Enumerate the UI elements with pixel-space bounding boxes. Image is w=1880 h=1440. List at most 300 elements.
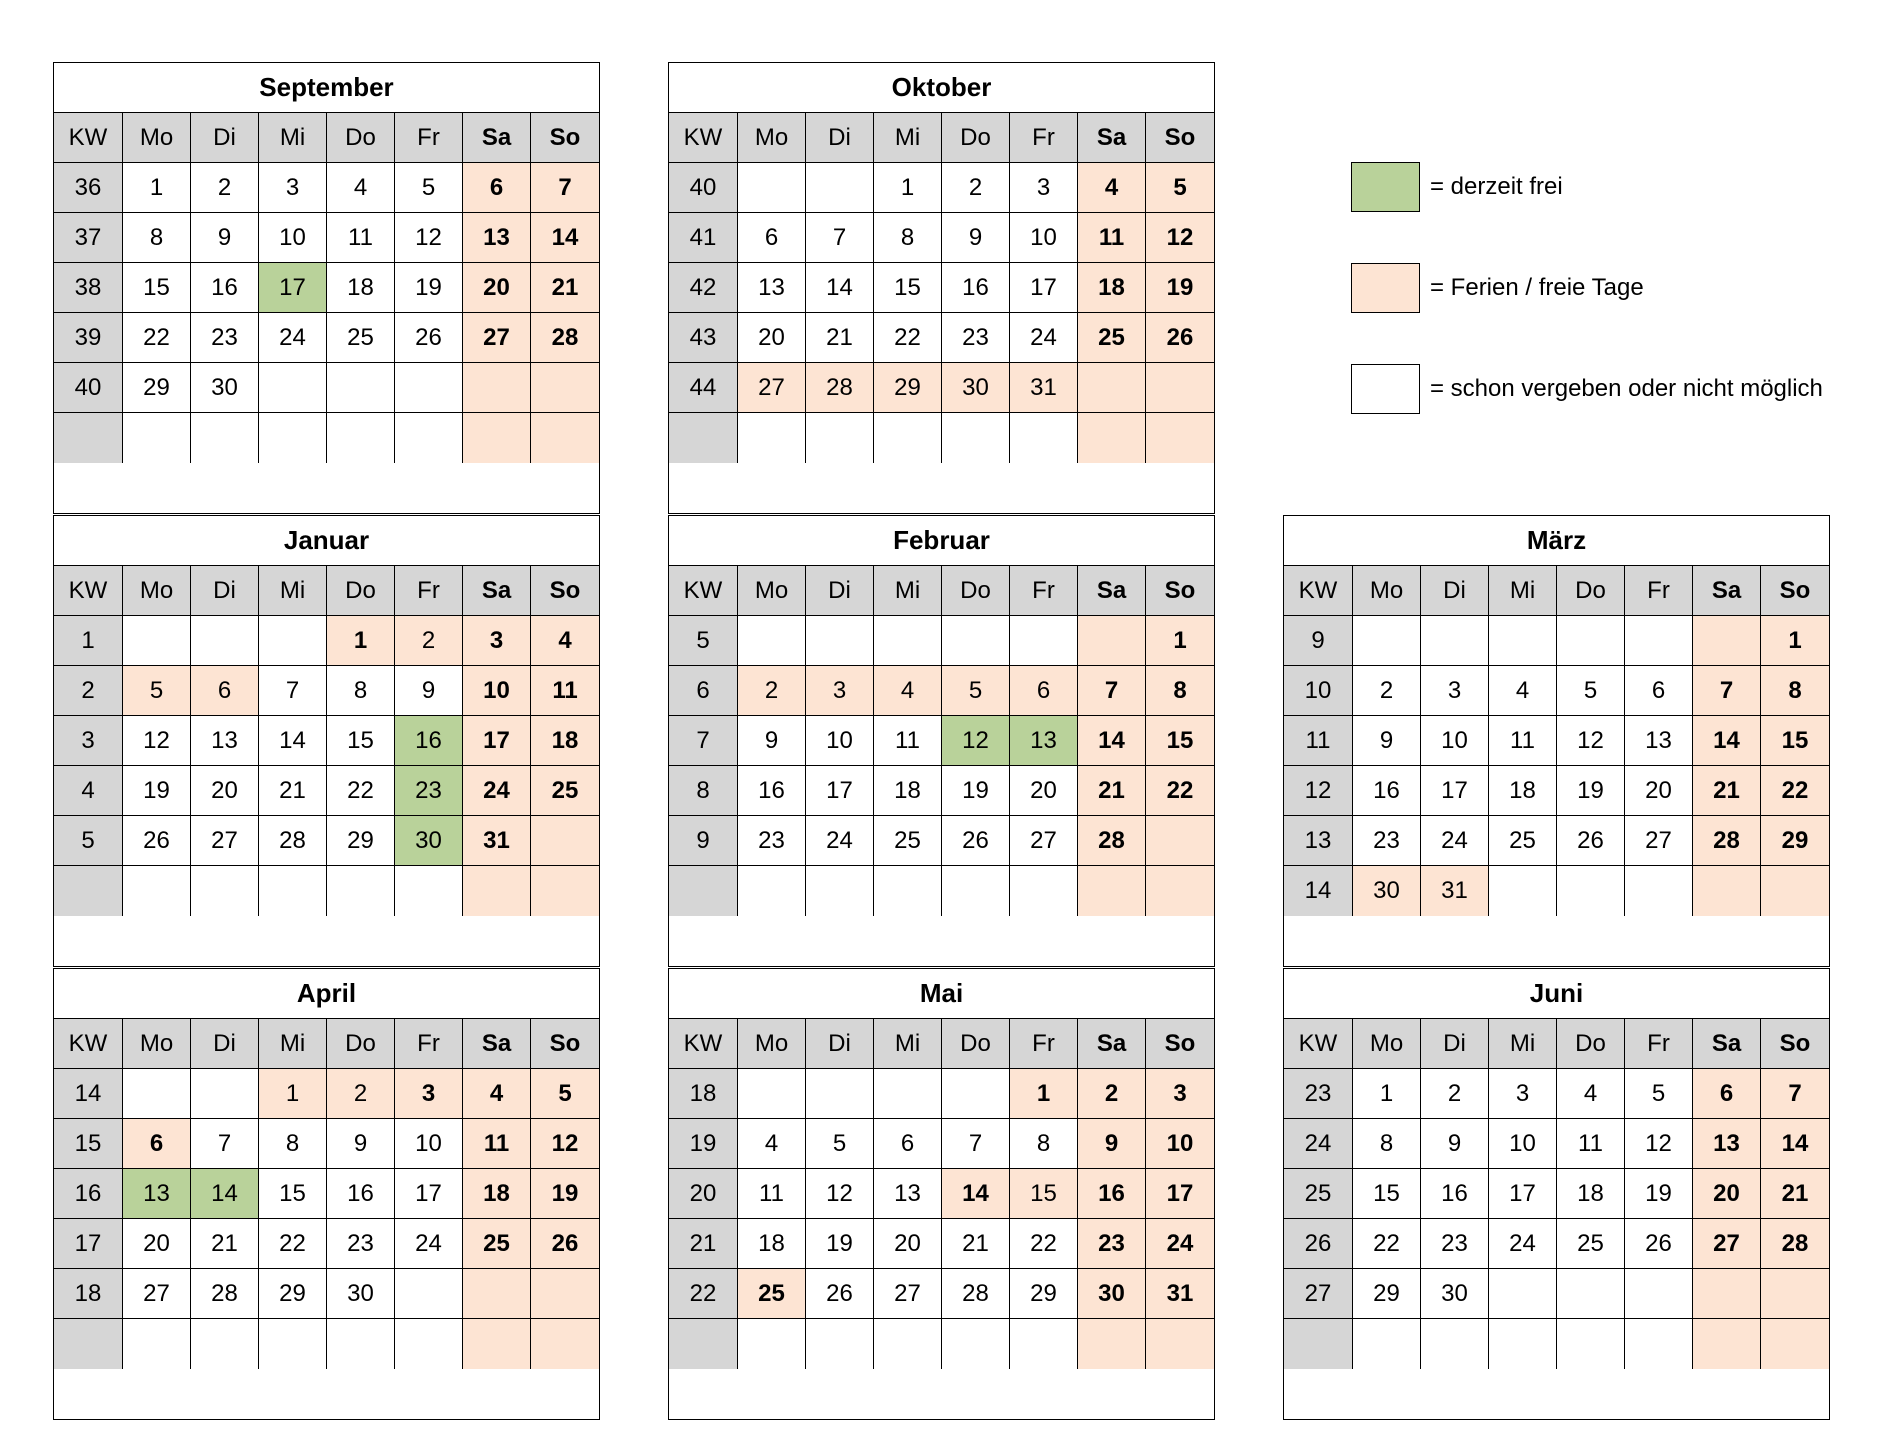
weekday-header: Di — [806, 1019, 874, 1069]
weekday-header: Mo — [123, 113, 191, 163]
day-cell: 18 — [738, 1219, 806, 1269]
day-cell — [806, 1319, 874, 1369]
month-title: Mai — [669, 969, 1214, 1019]
day-cell — [1146, 1319, 1214, 1369]
day-cell: 7 — [1761, 1069, 1829, 1119]
day-cell: 4 — [1489, 666, 1557, 716]
day-cell: 27 — [738, 363, 806, 413]
week-number: 10 — [1284, 666, 1353, 716]
day-cell: 14 — [259, 716, 327, 766]
day-cell: 18 — [1557, 1169, 1625, 1219]
weekday-header: Fr — [1010, 113, 1078, 163]
weekday-header: Fr — [1625, 1019, 1693, 1069]
day-cell: 26 — [123, 816, 191, 866]
legend-swatch-taken — [1351, 364, 1420, 414]
weekday-header: Di — [191, 113, 259, 163]
week-number: 14 — [54, 1069, 123, 1119]
day-cell: 4 — [531, 616, 599, 666]
day-cell: 27 — [123, 1269, 191, 1319]
week-number: 27 — [1284, 1269, 1353, 1319]
day-cell: 3 — [806, 666, 874, 716]
day-cell — [1489, 866, 1557, 916]
day-cell: 30 — [395, 816, 463, 866]
weekday-header: Di — [191, 1019, 259, 1069]
day-cell — [942, 413, 1010, 463]
month-title: April — [54, 969, 599, 1019]
day-cell: 10 — [1146, 1119, 1214, 1169]
day-cell: 10 — [806, 716, 874, 766]
day-cell — [123, 413, 191, 463]
day-cell: 3 — [1010, 163, 1078, 213]
day-cell — [1625, 616, 1693, 666]
day-cell — [806, 413, 874, 463]
day-cell: 28 — [531, 313, 599, 363]
day-cell — [738, 163, 806, 213]
day-cell: 15 — [1010, 1169, 1078, 1219]
weekday-header: Mi — [874, 113, 942, 163]
day-cell: 10 — [259, 213, 327, 263]
day-cell: 10 — [1010, 213, 1078, 263]
week-number: 41 — [669, 213, 738, 263]
week-number: 43 — [669, 313, 738, 363]
week-number: 44 — [669, 363, 738, 413]
day-cell: 17 — [463, 716, 531, 766]
weekday-header: Fr — [1625, 566, 1693, 616]
day-cell: 17 — [1010, 263, 1078, 313]
day-cell: 31 — [1146, 1269, 1214, 1319]
day-cell — [191, 866, 259, 916]
day-cell — [806, 163, 874, 213]
day-cell: 7 — [531, 163, 599, 213]
month-mai — [668, 968, 1215, 1420]
day-cell: 14 — [942, 1169, 1010, 1219]
day-cell — [531, 816, 599, 866]
day-cell: 21 — [1761, 1169, 1829, 1219]
day-cell: 1 — [1146, 616, 1214, 666]
weekday-header: KW — [669, 1019, 738, 1069]
weekday-header: Do — [327, 113, 395, 163]
day-cell: 21 — [259, 766, 327, 816]
week-number: 18 — [54, 1269, 123, 1319]
weekday-header: KW — [1284, 1019, 1353, 1069]
weekday-header: Di — [1421, 566, 1489, 616]
day-cell — [738, 1319, 806, 1369]
weekday-header: Do — [942, 1019, 1010, 1069]
day-cell: 14 — [1693, 716, 1761, 766]
day-cell: 22 — [327, 766, 395, 816]
day-cell — [1010, 1319, 1078, 1369]
day-cell: 9 — [738, 716, 806, 766]
day-cell: 16 — [1078, 1169, 1146, 1219]
day-cell: 12 — [806, 1169, 874, 1219]
day-cell: 27 — [463, 313, 531, 363]
day-cell — [1693, 1269, 1761, 1319]
day-cell: 22 — [259, 1219, 327, 1269]
legend-label-taken: = schon vergeben oder nicht möglich — [1430, 375, 1823, 402]
day-cell — [123, 866, 191, 916]
week-number: 19 — [669, 1119, 738, 1169]
day-cell: 7 — [259, 666, 327, 716]
weekday-header: So — [531, 113, 599, 163]
weekday-header: Mo — [738, 113, 806, 163]
week-number: 18 — [669, 1069, 738, 1119]
day-cell: 9 — [942, 213, 1010, 263]
day-cell — [1146, 363, 1214, 413]
day-cell: 2 — [1353, 666, 1421, 716]
weekday-header: So — [1146, 1019, 1214, 1069]
day-cell: 29 — [874, 363, 942, 413]
day-cell: 30 — [1353, 866, 1421, 916]
weekday-header: Mo — [738, 1019, 806, 1069]
day-cell: 15 — [123, 263, 191, 313]
legend-item-holiday — [1351, 263, 1644, 313]
day-cell: 6 — [1010, 666, 1078, 716]
day-cell: 29 — [1353, 1269, 1421, 1319]
day-cell: 30 — [942, 363, 1010, 413]
day-cell: 9 — [1353, 716, 1421, 766]
day-cell: 15 — [874, 263, 942, 313]
legend-swatch-holiday — [1351, 263, 1420, 313]
day-cell: 19 — [531, 1169, 599, 1219]
day-cell: 8 — [1146, 666, 1214, 716]
weekday-header: Mo — [1353, 1019, 1421, 1069]
day-cell: 3 — [259, 163, 327, 213]
weekday-header: Do — [327, 1019, 395, 1069]
week-number: 23 — [1284, 1069, 1353, 1119]
day-cell — [531, 363, 599, 413]
week-number — [669, 413, 738, 463]
day-cell: 29 — [1010, 1269, 1078, 1319]
weekday-header: Fr — [395, 1019, 463, 1069]
day-cell: 22 — [874, 313, 942, 363]
day-cell — [327, 1319, 395, 1369]
week-number: 26 — [1284, 1219, 1353, 1269]
day-cell — [874, 1319, 942, 1369]
day-cell: 1 — [1010, 1069, 1078, 1119]
day-cell: 6 — [874, 1119, 942, 1169]
day-cell: 15 — [1146, 716, 1214, 766]
day-cell: 4 — [1078, 163, 1146, 213]
day-cell: 5 — [1625, 1069, 1693, 1119]
day-cell: 13 — [1625, 716, 1693, 766]
weekday-header: Do — [1557, 566, 1625, 616]
day-cell — [463, 866, 531, 916]
day-cell: 11 — [874, 716, 942, 766]
day-cell: 18 — [1078, 263, 1146, 313]
day-cell — [1761, 1269, 1829, 1319]
day-cell: 17 — [395, 1169, 463, 1219]
weekday-header: Sa — [1693, 566, 1761, 616]
day-cell — [1693, 866, 1761, 916]
week-number: 9 — [669, 816, 738, 866]
day-cell: 28 — [1693, 816, 1761, 866]
day-cell — [259, 413, 327, 463]
day-cell: 17 — [259, 263, 327, 313]
day-cell: 27 — [1625, 816, 1693, 866]
day-cell: 26 — [395, 313, 463, 363]
day-cell — [942, 1319, 1010, 1369]
weekday-header: KW — [669, 566, 738, 616]
weekday-header: So — [1146, 113, 1214, 163]
day-cell: 7 — [1693, 666, 1761, 716]
day-cell: 12 — [1146, 213, 1214, 263]
day-cell: 22 — [1761, 766, 1829, 816]
legend-item-taken — [1351, 364, 1823, 414]
day-cell: 11 — [327, 213, 395, 263]
day-cell: 18 — [531, 716, 599, 766]
day-cell: 2 — [1421, 1069, 1489, 1119]
day-cell — [1078, 413, 1146, 463]
day-cell: 14 — [1078, 716, 1146, 766]
day-cell: 10 — [463, 666, 531, 716]
day-cell: 26 — [942, 816, 1010, 866]
day-cell: 28 — [259, 816, 327, 866]
day-cell: 16 — [1421, 1169, 1489, 1219]
month-title: Januar — [54, 516, 599, 566]
month-title: Februar — [669, 516, 1214, 566]
day-cell: 27 — [1010, 816, 1078, 866]
day-cell: 12 — [395, 213, 463, 263]
day-cell: 20 — [874, 1219, 942, 1269]
day-cell — [1557, 616, 1625, 666]
day-cell: 21 — [806, 313, 874, 363]
day-cell: 22 — [1010, 1219, 1078, 1269]
week-number: 15 — [54, 1119, 123, 1169]
day-cell — [806, 866, 874, 916]
day-cell: 1 — [259, 1069, 327, 1119]
weekday-header: Do — [942, 113, 1010, 163]
day-cell: 24 — [1010, 313, 1078, 363]
day-cell: 20 — [1693, 1169, 1761, 1219]
day-cell: 24 — [806, 816, 874, 866]
week-number: 8 — [669, 766, 738, 816]
week-number: 21 — [669, 1219, 738, 1269]
weekday-header: Fr — [395, 566, 463, 616]
day-cell: 13 — [738, 263, 806, 313]
weekday-header: Fr — [395, 113, 463, 163]
day-cell — [1761, 1319, 1829, 1369]
day-cell: 25 — [327, 313, 395, 363]
day-cell: 31 — [1421, 866, 1489, 916]
month-juni — [1283, 968, 1830, 1420]
weekday-header: Mi — [1489, 566, 1557, 616]
day-cell: 17 — [806, 766, 874, 816]
day-cell: 8 — [1353, 1119, 1421, 1169]
day-cell: 29 — [1761, 816, 1829, 866]
day-cell: 9 — [1421, 1119, 1489, 1169]
week-number: 37 — [54, 213, 123, 263]
day-cell: 29 — [123, 363, 191, 413]
day-cell: 23 — [395, 766, 463, 816]
day-cell — [463, 1269, 531, 1319]
day-cell: 4 — [1557, 1069, 1625, 1119]
day-cell: 28 — [806, 363, 874, 413]
day-cell: 23 — [738, 816, 806, 866]
day-cell: 5 — [531, 1069, 599, 1119]
day-cell — [738, 1069, 806, 1119]
day-cell: 16 — [1353, 766, 1421, 816]
day-cell — [1078, 866, 1146, 916]
day-cell: 14 — [1761, 1119, 1829, 1169]
day-cell: 27 — [874, 1269, 942, 1319]
day-cell — [1010, 413, 1078, 463]
day-cell: 16 — [738, 766, 806, 816]
day-cell: 22 — [123, 313, 191, 363]
week-number: 1 — [54, 616, 123, 666]
day-cell — [531, 866, 599, 916]
day-cell: 23 — [1421, 1219, 1489, 1269]
day-cell — [1353, 1319, 1421, 1369]
day-cell — [191, 1069, 259, 1119]
day-cell — [1146, 413, 1214, 463]
day-cell: 19 — [942, 766, 1010, 816]
day-cell: 13 — [191, 716, 259, 766]
day-cell: 28 — [1078, 816, 1146, 866]
day-cell: 12 — [1557, 716, 1625, 766]
month-title: März — [1284, 516, 1829, 566]
day-cell — [463, 1319, 531, 1369]
week-number: 20 — [669, 1169, 738, 1219]
day-cell — [531, 1269, 599, 1319]
day-cell: 20 — [463, 263, 531, 313]
week-number: 22 — [669, 1269, 738, 1319]
weekday-header: KW — [54, 566, 123, 616]
day-cell: 11 — [463, 1119, 531, 1169]
weekday-header: Mi — [874, 566, 942, 616]
day-cell: 21 — [1078, 766, 1146, 816]
day-cell: 5 — [1146, 163, 1214, 213]
week-number: 4 — [54, 766, 123, 816]
day-cell — [191, 616, 259, 666]
month-september — [53, 62, 600, 514]
month-oktober — [668, 62, 1215, 514]
week-number: 40 — [54, 363, 123, 413]
weekday-header: Sa — [1078, 1019, 1146, 1069]
day-cell — [874, 413, 942, 463]
week-number: 17 — [54, 1219, 123, 1269]
day-cell: 16 — [395, 716, 463, 766]
day-cell — [1693, 616, 1761, 666]
day-cell: 19 — [123, 766, 191, 816]
weekday-header: Di — [806, 113, 874, 163]
week-number — [54, 866, 123, 916]
day-cell — [531, 1319, 599, 1369]
day-cell — [1010, 616, 1078, 666]
day-cell: 9 — [1078, 1119, 1146, 1169]
day-cell: 12 — [1625, 1119, 1693, 1169]
week-number: 38 — [54, 263, 123, 313]
day-cell: 7 — [191, 1119, 259, 1169]
day-cell: 21 — [531, 263, 599, 313]
day-cell — [1557, 1269, 1625, 1319]
day-cell: 13 — [1693, 1119, 1761, 1169]
day-cell — [806, 616, 874, 666]
day-cell: 16 — [327, 1169, 395, 1219]
day-cell: 14 — [806, 263, 874, 313]
day-cell: 24 — [395, 1219, 463, 1269]
day-cell — [1146, 866, 1214, 916]
day-cell: 5 — [942, 666, 1010, 716]
weekday-header: So — [531, 1019, 599, 1069]
weekday-header: Fr — [1010, 566, 1078, 616]
day-cell: 10 — [395, 1119, 463, 1169]
day-cell: 20 — [1010, 766, 1078, 816]
day-cell: 26 — [1625, 1219, 1693, 1269]
day-cell — [806, 1069, 874, 1119]
week-number: 40 — [669, 163, 738, 213]
day-cell — [942, 616, 1010, 666]
day-cell — [1557, 1319, 1625, 1369]
day-cell: 5 — [123, 666, 191, 716]
day-cell: 26 — [806, 1269, 874, 1319]
day-cell — [191, 1319, 259, 1369]
week-number: 7 — [669, 716, 738, 766]
month-april — [53, 968, 600, 1420]
weekday-header: Mo — [123, 1019, 191, 1069]
day-cell: 23 — [327, 1219, 395, 1269]
day-cell: 1 — [1761, 616, 1829, 666]
day-cell: 11 — [1489, 716, 1557, 766]
day-cell: 25 — [1078, 313, 1146, 363]
day-cell — [395, 413, 463, 463]
day-cell: 25 — [874, 816, 942, 866]
day-cell: 3 — [395, 1069, 463, 1119]
day-cell: 4 — [738, 1119, 806, 1169]
day-cell: 21 — [1693, 766, 1761, 816]
day-cell — [395, 1269, 463, 1319]
week-number: 2 — [54, 666, 123, 716]
week-number — [669, 866, 738, 916]
day-cell: 5 — [1557, 666, 1625, 716]
weekday-header: Fr — [1010, 1019, 1078, 1069]
day-cell: 9 — [191, 213, 259, 263]
day-cell: 18 — [327, 263, 395, 313]
week-number: 5 — [669, 616, 738, 666]
day-cell — [1078, 616, 1146, 666]
day-cell: 3 — [1146, 1069, 1214, 1119]
day-cell: 23 — [191, 313, 259, 363]
day-cell: 19 — [395, 263, 463, 313]
day-cell: 23 — [1078, 1219, 1146, 1269]
day-cell: 6 — [1693, 1069, 1761, 1119]
day-cell: 20 — [191, 766, 259, 816]
weekday-header: Sa — [1693, 1019, 1761, 1069]
day-cell: 1 — [327, 616, 395, 666]
week-number: 6 — [669, 666, 738, 716]
day-cell: 21 — [942, 1219, 1010, 1269]
day-cell: 16 — [942, 263, 1010, 313]
weekday-header: Di — [1421, 1019, 1489, 1069]
day-cell: 28 — [942, 1269, 1010, 1319]
month-title: September — [54, 63, 599, 113]
day-cell: 2 — [191, 163, 259, 213]
day-cell: 2 — [1078, 1069, 1146, 1119]
month-title: Oktober — [669, 63, 1214, 113]
day-cell: 8 — [874, 213, 942, 263]
week-number: 14 — [1284, 866, 1353, 916]
day-cell: 22 — [1353, 1219, 1421, 1269]
weekday-header: Di — [191, 566, 259, 616]
legend-label-free: = derzeit frei — [1430, 173, 1563, 200]
day-cell: 12 — [531, 1119, 599, 1169]
day-cell — [1489, 1319, 1557, 1369]
day-cell — [874, 866, 942, 916]
day-cell — [942, 1069, 1010, 1119]
day-cell: 19 — [1146, 263, 1214, 313]
week-number: 12 — [1284, 766, 1353, 816]
day-cell — [327, 363, 395, 413]
day-cell: 14 — [191, 1169, 259, 1219]
